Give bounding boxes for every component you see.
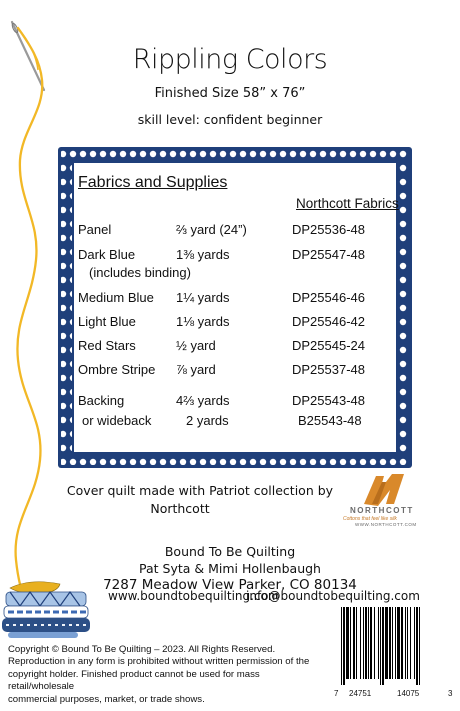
row-note: (includes binding) [89,265,191,280]
barcode-bar [395,607,396,679]
row-name: Backing [78,393,125,408]
row-name: Light Blue [78,314,136,329]
barcode-bar [378,607,379,679]
barcode-bar [414,607,415,679]
website-link[interactable]: www.boundtobequilting.com [108,589,280,603]
row-name: Ombre Stripe [78,362,156,377]
folded-quilts-image [0,578,110,640]
barcode-bar [346,607,349,679]
barcode-bar [343,607,345,685]
row-code: DP25546-46 [292,290,365,305]
barcode-bar [356,607,357,679]
barcode-digit-check: 3 [448,689,453,698]
row-name: Medium Blue [78,290,154,305]
finished-size: Finished Size 58” x 76” [154,86,306,101]
row-qty: 1⅜ yards [176,247,230,262]
row-name: Dark Blue [78,247,136,262]
northcott-logo-icon [358,468,414,508]
barcode-bar [380,607,381,685]
barcode-bar [363,607,364,679]
northcott-wordmark: NORTHCOTT [350,506,414,515]
row-qty: ⅞ yard [176,362,216,377]
upc-barcode [333,605,455,687]
barcode-bar [370,607,372,679]
skill-level: skill level: confident beginner [137,112,323,127]
barcode-bar [382,607,384,685]
barcode-bar [341,607,342,685]
row-name: Red Stars [78,338,136,353]
row-code: DP25545-24 [292,338,365,353]
email-link[interactable]: info@boundtobequilting.com [246,589,420,603]
row-code: DP25536-48 [292,222,365,237]
barcode-digit-lead: 7 [334,689,339,698]
northcott-tagline: Cottons that feel like silk [343,516,397,522]
barcode-digits-left: 24751 [349,689,372,698]
barcode-bar [353,607,355,679]
cover-line: Cover quilt made with Patriot collection by [66,483,334,498]
row-code: DP25543-48 [292,393,365,408]
row-code: DP25537-48 [292,362,365,377]
barcode-bar [368,607,369,679]
barcode-bar [410,607,411,679]
barcode-bar [416,607,418,685]
row-qty: 2 yards [186,413,229,428]
section-title: Fabrics and Supplies [78,174,228,191]
barcode-bar [419,607,420,685]
barcode-bar [405,607,406,679]
row-qty: ½ yard [176,338,216,353]
northcott-url: WWW.NORTHCOTT.COM [355,522,417,527]
barcode-bar [374,607,375,679]
row-qty: 4⅔ yards [176,393,230,408]
copyright-line: commercial purposes, market, or trade shows. [8,693,205,705]
barcode-bar [365,607,367,679]
row-qty: 1¼ yards [176,290,230,305]
row-qty: 1⅛ yards [176,314,230,329]
copyright-line: Reproduction in any form is prohibited without written permission of the [8,656,310,668]
cover-note [0,482,400,518]
barcode-bar [385,607,388,679]
row-name: or wideback [82,413,152,428]
address: 7287 Meadow View Parker, CO 80134 [103,577,357,593]
row-name: Panel [78,222,112,237]
copyright-line: Copyright © Bound To Be Quilting – 2023. All Rights Reserved. [8,644,276,655]
barcode-bar [397,607,400,679]
company-name: Bound To Be Quilting [164,544,296,559]
barcode-bar [389,607,391,679]
pattern-title: Rippling Colors [132,44,328,75]
copyright-line: copyright holder. Finished product cannot be used for mass retail/wholesale [8,668,260,693]
row-qty: ⅔ yard (24”) [176,222,247,237]
brand-heading: Northcott Fabrics [296,196,399,211]
cover-line: Northcott [150,501,210,516]
row-code: B25543-48 [298,413,362,428]
barcode-bar [407,607,408,679]
owner-names: Pat Syta & Mimi Hollenbaugh [139,561,321,576]
row-code: DP25547-48 [292,247,365,262]
row-code: DP25546-42 [292,314,365,329]
barcode-bar [401,607,403,679]
barcode-bar [360,607,361,679]
barcode-digits-right: 14075 [397,689,420,698]
barcode-bar [350,607,351,679]
barcode-bar [392,607,393,679]
copyright-notice [8,644,328,706]
